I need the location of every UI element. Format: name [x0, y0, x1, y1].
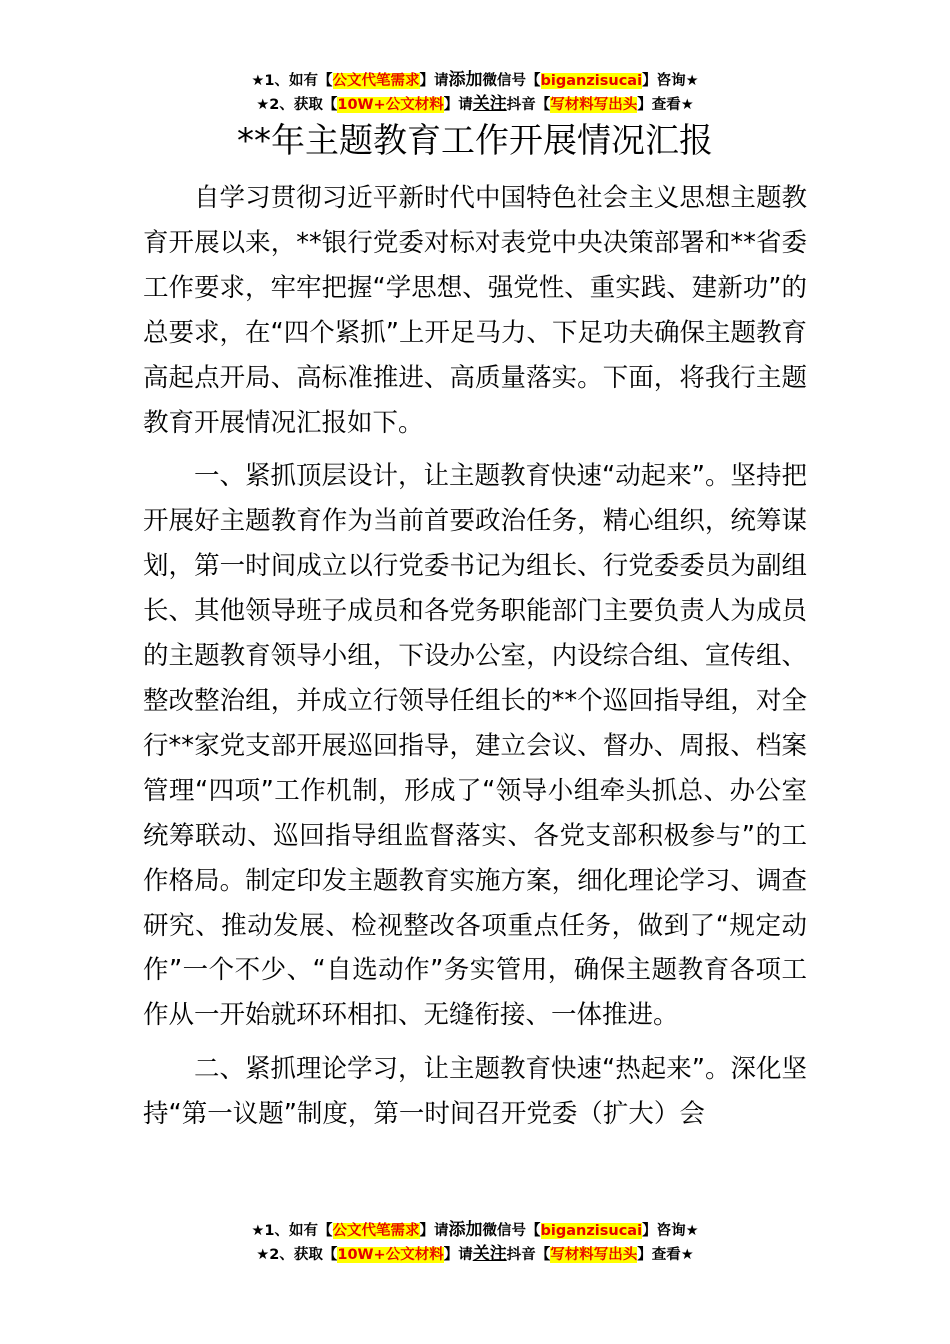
bottom-banner: [0, 1218, 950, 1266]
star-icon: ★: [251, 1223, 265, 1239]
paragraph-section-1: 一、紧抓顶层设计，让主题教育快速“动起来”。坚持把开展好主题教育作为当前首要政治任务，精心组织，统筹谋划，第一时间成立以行党委书记为组长、行党委委员为副组长、其他领导班子成员和各党务职能部门主要负责人为成员的主题教育领导小组，下设办公室，内设综合组、宣传组、整改整治组，并成立行领导任组长的**个巡回指导组，对全行**家党支部开展巡回指导，建立会议、督办、周报、档案管理“四项”工作机制，形成了“领导小组牵头抓总、办公室统筹联动、巡回指导组监督落实、各党支部积极参与”的工作格局。制定印发主题教育实施方案，细化理论学习、调查研究、推动发展、检视整改各项重点任务，做到了“规定动作”一个不少、“自选动作”务实管用，确保主题教育各项工作从一开始就环环相扣、无缝衔接、一体推进。: [143, 461, 807, 1031]
highlight-text: 公文代笔需求: [332, 1223, 420, 1239]
star-icon: ★: [680, 1247, 694, 1263]
paragraph-section-2: 二、紧抓理论学习，让主题教育快速“热起来”。深化坚持“第一议题”制度，第一时间召开党委（扩大）会: [143, 1054, 807, 1130]
highlight-text: 10W+公文材料: [337, 97, 444, 113]
document-body: [143, 176, 807, 1137]
star-icon: ★: [685, 73, 699, 89]
paragraph-intro: 自学习贯彻习近平新时代中国特色社会主义思想主题教育开展以来，**银行党委对标对表党中央决策部署和**省委工作要求，牢牢把握“学思想、强党性、重实践、建新功”的总要求，在“四个紧抓”上开足马力、下足功夫确保主题教育高起点开局、高标准推进、高质量落实。下面，将我行主题教育开展情况汇报如下。: [143, 183, 807, 438]
top-banner: [0, 68, 950, 116]
banner-line-1: ★1、如有【公文代笔需求】请添加微信号【biganzisucai】咨询★: [251, 70, 699, 90]
star-icon: ★: [251, 73, 265, 89]
star-icon: ★: [680, 97, 694, 113]
banner-line-2: ★2、获取【10W+公文材料】请关注抖音【写材料写出头】查看★: [256, 1244, 694, 1264]
highlight-text: 公文代笔需求: [332, 73, 420, 89]
wechat-id: biganzisucai: [540, 1223, 643, 1239]
douyin-account: 写材料写出头: [550, 97, 638, 113]
document-title: **年主题教育工作开展情况汇报: [237, 121, 713, 161]
highlight-text: 10W+公文材料: [337, 1247, 444, 1263]
douyin-account: 写材料写出头: [550, 1247, 638, 1263]
banner-line-1: ★1、如有【公文代笔需求】请添加微信号【biganzisucai】咨询★: [251, 1220, 699, 1240]
star-icon: ★: [256, 97, 270, 113]
banner-line-2: ★2、获取【10W+公文材料】请关注抖音【写材料写出头】查看★: [256, 94, 694, 114]
wechat-id: biganzisucai: [540, 73, 643, 89]
star-icon: ★: [256, 1247, 270, 1263]
star-icon: ★: [685, 1223, 699, 1239]
